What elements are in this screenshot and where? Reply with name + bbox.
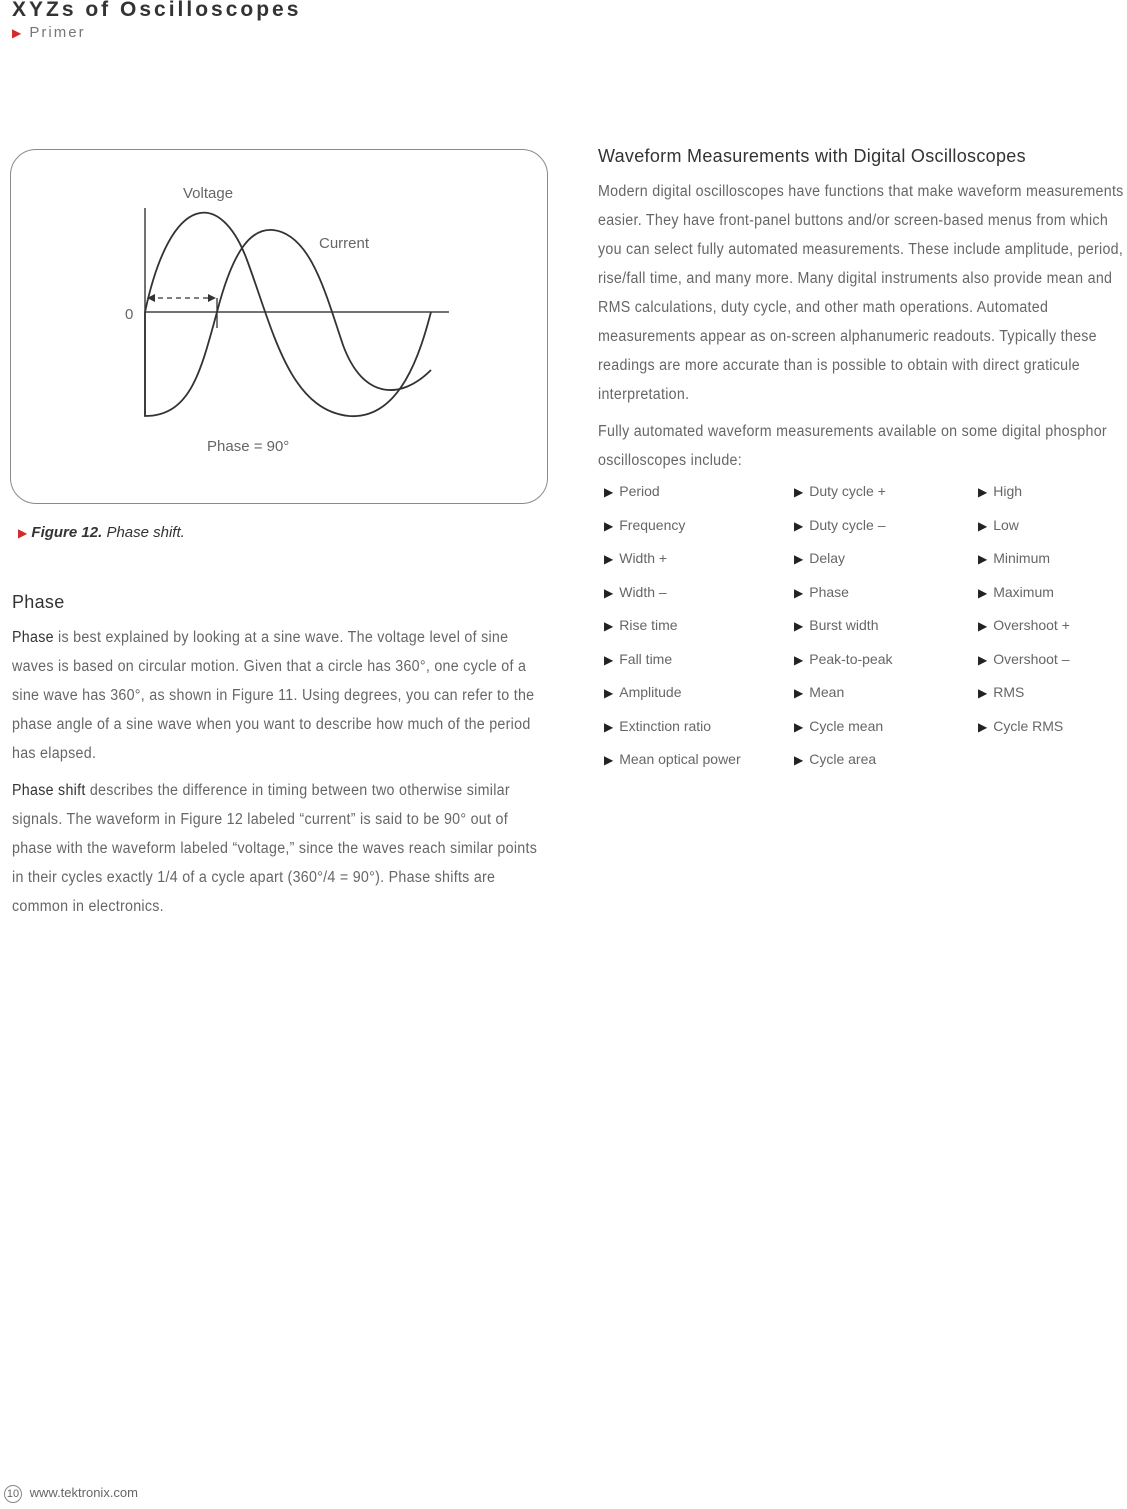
phase-paragraph-2 bbox=[12, 776, 544, 921]
measurement-label: Amplitude bbox=[619, 684, 682, 700]
measurement-label: Extinction ratio bbox=[619, 717, 712, 734]
measurement-item bbox=[604, 751, 741, 767]
measurement-item bbox=[794, 584, 849, 600]
bullet-arrow-icon: ▶ bbox=[604, 485, 614, 499]
bullet-arrow-icon: ▶ bbox=[794, 686, 804, 700]
measurement-label: Period bbox=[619, 483, 660, 499]
measurement-item bbox=[794, 617, 878, 633]
bullet-arrow-icon: ▶ bbox=[978, 719, 988, 734]
measurement-item bbox=[604, 651, 672, 667]
measurement-item bbox=[604, 584, 667, 600]
bullet-arrow-icon: ▶ bbox=[794, 619, 804, 633]
measurement-label: High bbox=[993, 483, 1023, 499]
measurement-label: Rise time bbox=[619, 617, 678, 633]
bullet-arrow-icon: ▶ bbox=[978, 686, 988, 700]
measurements-paragraph-2: Fully automated waveform measurements available on some digital phosphor oscilloscopes include: bbox=[598, 423, 1107, 469]
measurement-label: Frequency bbox=[619, 516, 686, 533]
bullet-arrow-icon: ▶ bbox=[978, 518, 988, 533]
measurement-label: Width – bbox=[619, 583, 667, 600]
page-number: 10 bbox=[4, 1485, 22, 1503]
measurement-item bbox=[978, 651, 1070, 667]
phase-term: Phase bbox=[12, 629, 54, 646]
measurement-item bbox=[604, 617, 678, 633]
measurement-label: Cycle mean bbox=[809, 717, 884, 734]
red-arrow-icon: ▶ bbox=[18, 526, 28, 540]
bullet-arrow-icon: ▶ bbox=[978, 619, 988, 633]
measurement-item bbox=[604, 718, 711, 734]
website-link[interactable]: www.tektronix.com bbox=[29, 1485, 138, 1500]
measurement-label: Overshoot – bbox=[993, 650, 1070, 667]
measurement-item bbox=[794, 751, 876, 767]
page-footer bbox=[4, 1485, 138, 1503]
measurement-label: Mean bbox=[809, 684, 845, 700]
measurement-item bbox=[978, 550, 1050, 566]
figure-caption bbox=[18, 524, 185, 541]
bullet-arrow-icon: ▶ bbox=[604, 652, 614, 667]
current-waveform bbox=[145, 230, 431, 416]
measurement-label: Minimum bbox=[993, 550, 1051, 566]
bullet-arrow-icon: ▶ bbox=[794, 585, 804, 600]
measurements-list bbox=[598, 483, 1127, 783]
measurement-label: RMS bbox=[993, 684, 1025, 700]
measurement-item bbox=[794, 651, 893, 667]
bullet-arrow-icon: ▶ bbox=[978, 485, 988, 499]
phase-paragraph-1 bbox=[12, 623, 544, 768]
bullet-arrow-icon: ▶ bbox=[794, 719, 804, 734]
measurement-label: Phase bbox=[809, 583, 849, 600]
measurement-item bbox=[604, 684, 682, 700]
bullet-arrow-icon: ▶ bbox=[794, 753, 804, 767]
bullet-arrow-icon: ▶ bbox=[978, 585, 988, 600]
bullet-arrow-icon: ▶ bbox=[794, 518, 804, 533]
measurement-label: Overshoot + bbox=[993, 617, 1070, 633]
measurements-section bbox=[598, 146, 1127, 783]
measurement-item bbox=[794, 483, 886, 499]
measurement-label: Width + bbox=[619, 550, 668, 566]
measurement-label: Delay bbox=[809, 550, 846, 566]
red-arrow-icon: ▶ bbox=[12, 26, 24, 40]
measurements-paragraph-1: Modern digital oscilloscopes have functions that make waveform measurements easier. They have front-panel buttons and/or screen-based menus from which you can select fully automated measurements. These include amplitude, period, rise/fall time, and many more. Many digital instruments also provide mean and RMS calculations, duty cycle, and other math operations. Automated measurements appear as on-screen alphanumeric readouts. Typically these readings are more accurate than is possible to obtain with direct graticule interpretation. bbox=[598, 183, 1124, 403]
measurement-item bbox=[794, 517, 885, 533]
bullet-arrow-icon: ▶ bbox=[604, 753, 614, 767]
measurement-label: Mean optical power bbox=[619, 751, 741, 767]
measurement-label: Duty cycle + bbox=[809, 483, 886, 499]
subtitle-text: Primer bbox=[29, 24, 86, 41]
bullet-arrow-icon: ▶ bbox=[604, 619, 614, 633]
phase-arrow-right-icon bbox=[208, 294, 216, 302]
measurement-item bbox=[794, 718, 883, 734]
measurement-item bbox=[604, 483, 660, 499]
caption-label: Figure 12. bbox=[31, 524, 103, 541]
bullet-arrow-icon: ▶ bbox=[604, 518, 614, 533]
phase-label: Phase = 90° bbox=[207, 438, 290, 455]
measurement-label: Peak-to-peak bbox=[809, 650, 893, 667]
measurement-label: Low bbox=[993, 516, 1019, 533]
bullet-arrow-icon: ▶ bbox=[978, 652, 988, 667]
phase-paragraph-2-text: describes the difference in timing between two otherwise similar signals. The waveform in Figure 12 labeled “current” is said to be 90° out of phase with the waveform labeled “voltage,” since the waves reach similar points in their cycles exactly 1/4 of a cycle apart (360°/4 = 90°). Phase shifts are common in electronics. bbox=[12, 782, 538, 915]
measurement-label: Burst width bbox=[809, 617, 879, 633]
measurement-item bbox=[978, 718, 1063, 734]
measurement-label: Fall time bbox=[619, 650, 673, 667]
document-subtitle bbox=[12, 24, 86, 41]
zero-label: 0 bbox=[125, 306, 134, 323]
voltage-label: Voltage bbox=[183, 185, 234, 202]
current-label: Current bbox=[319, 235, 370, 252]
measurement-item bbox=[794, 550, 845, 566]
phase-shift-diagram bbox=[11, 150, 549, 505]
bullet-arrow-icon: ▶ bbox=[978, 552, 988, 566]
measurement-label: Cycle RMS bbox=[993, 717, 1064, 734]
voltage-waveform bbox=[145, 213, 431, 417]
measurement-item bbox=[794, 684, 844, 700]
phase-shift-term: Phase shift bbox=[12, 782, 86, 799]
measurement-item bbox=[604, 550, 667, 566]
document-title: XYZs of Oscilloscopes bbox=[12, 0, 302, 21]
bullet-arrow-icon: ▶ bbox=[794, 552, 804, 566]
phase-heading: Phase bbox=[12, 592, 65, 612]
measurement-item bbox=[978, 617, 1070, 633]
measurement-item bbox=[978, 684, 1024, 700]
bullet-arrow-icon: ▶ bbox=[794, 652, 804, 667]
measurement-item bbox=[978, 483, 1022, 499]
bullet-arrow-icon: ▶ bbox=[604, 585, 614, 600]
figure-12-frame bbox=[10, 149, 548, 504]
phase-paragraph-1-text: is best explained by looking at a sine wave. The voltage level of sine waves is based on circular motion. Given that a circle has 360°, one cycle of a sine wave has 360°, as shown in Figure 11. Using degrees, you can refer to the phase angle of a sine wave when you want to describe how much of the period has elapsed. bbox=[12, 629, 535, 762]
bullet-arrow-icon: ▶ bbox=[604, 686, 614, 700]
measurements-heading: Waveform Measurements with Digital Oscilloscopes bbox=[598, 146, 1026, 166]
caption-text: Phase shift. bbox=[106, 524, 185, 541]
measurement-item bbox=[978, 517, 1019, 533]
phase-section bbox=[12, 592, 547, 929]
measurement-label: Cycle area bbox=[809, 751, 877, 767]
bullet-arrow-icon: ▶ bbox=[604, 719, 614, 734]
measurement-item bbox=[978, 584, 1054, 600]
bullet-arrow-icon: ▶ bbox=[794, 485, 804, 499]
measurement-label: Maximum bbox=[993, 583, 1054, 600]
bullet-arrow-icon: ▶ bbox=[604, 552, 614, 566]
measurement-item bbox=[604, 517, 685, 533]
measurement-label: Duty cycle – bbox=[809, 516, 886, 533]
